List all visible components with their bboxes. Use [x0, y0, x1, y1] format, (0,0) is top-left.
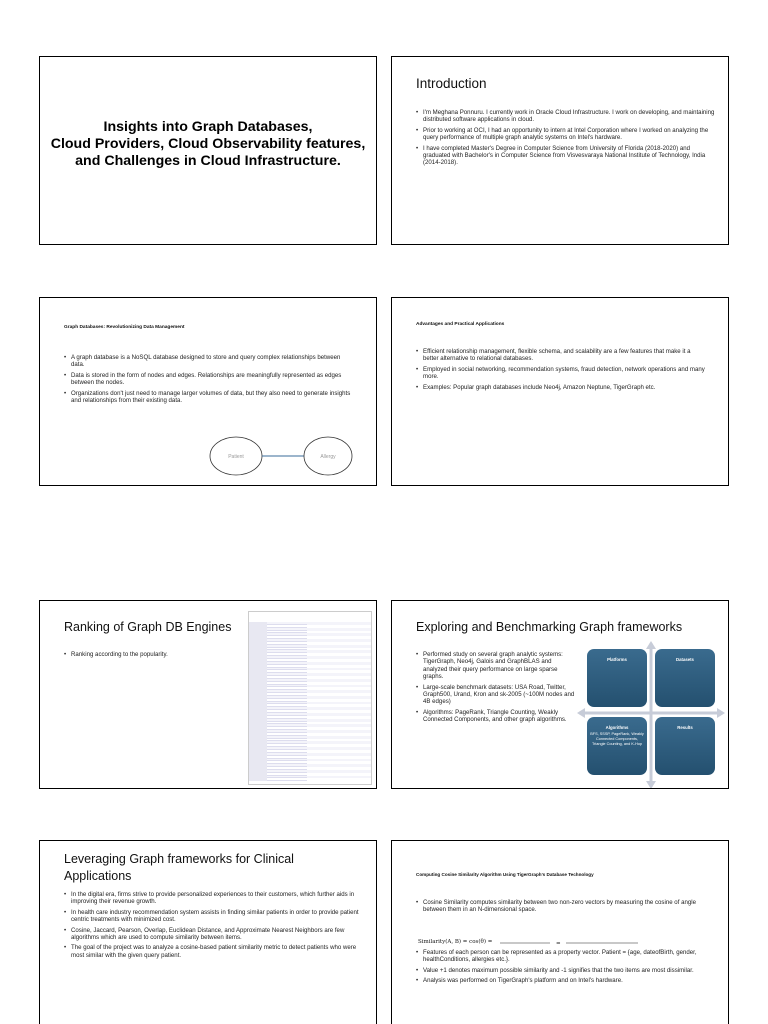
slide-heading: Graph Databases: Revolutionizing Data Management: [64, 325, 185, 330]
bullet-item: • Examples: Popular graph databases include Neo4j, Amazon Neptune, TigerGraph etc.: [416, 384, 706, 391]
slide-introduction: [391, 56, 729, 245]
bullet-item: • Algorithms: PageRank, Triangle Counting, Weakly Connected Components, and other graph algorithms.: [416, 709, 576, 724]
slide-graph-databases: [39, 297, 377, 486]
bullet-item: • Employed in social networking, recommendation systems, fraud detection, network operations and many more.: [416, 366, 706, 381]
tile-label: Algorithms: [605, 725, 629, 730]
tile-datasets: [655, 649, 715, 707]
bullet-list-bottom: [416, 949, 716, 988]
bullet-item: • I'm Meghana Ponnuru. I currently work in Oracle Cloud Infrastructure. I work on developing, and maintaining distributed software applications in cloud.: [416, 109, 716, 124]
graph-diagram: [208, 436, 377, 484]
node-label: Allergy: [320, 454, 336, 460]
bullet-item: • Organizations don't just need to manage larger volumes of data, but they also need to generate insights and relationships from their existing data.: [64, 390, 354, 405]
bullet-item: • Efficient relationship management, flexible schema, and scalability are a few features that make it a better alternative to relational databases.: [416, 348, 706, 363]
slide-heading: Advantages and Practical Applications: [416, 322, 505, 327]
bullet-item: • Features of each person can be represented as a property vector. Patient = {age, dateofBirth, gender, healthConditions, allergies etc.}.: [416, 949, 716, 964]
bullet-list: [416, 651, 576, 727]
slide-title-text: [40, 119, 376, 170]
ranking-table-image: [248, 611, 372, 785]
framework-diagram: [577, 641, 725, 789]
bullet-item: • Cosine, Jaccard, Pearson, Overlap, Euclidean Distance, and Approximate Nearest Neighbors are few algorithms which are used to compute similarity between items.: [64, 927, 364, 942]
bullet-item: • Large-scale benchmark datasets: USA Road, Twitter, Graph500, Urand, Kron and sk-2005 (~100M nodes and 4B edges): [416, 684, 576, 706]
ranking-table-header: [249, 612, 371, 622]
svg-text:=: =: [556, 941, 561, 947]
bullet-list: [64, 354, 354, 407]
slide-heading: [64, 851, 294, 885]
slide-ranking: [39, 600, 377, 789]
slide-heading: Exploring and Benchmarking Graph frameworks: [416, 620, 683, 634]
bullet-item: • The goal of the project was to analyze a cosine-based patient similarity metric to detect patients who were most similar with the given query patient.: [64, 944, 364, 959]
title-line: Applications: [64, 869, 132, 883]
title-line: and Challenges in Cloud Infrastructure.: [75, 153, 341, 169]
tile-platforms: [587, 649, 647, 707]
tile-results: [655, 717, 715, 775]
bullet-item: • In the digital era, firms strive to provide personalized experiences to their customers, which further aids in improving their revenue growth.: [64, 891, 364, 906]
bullet-list: [416, 109, 716, 170]
bullet-item: • Value +1 denotes maximum possible similarity and -1 signifies that the two items are most dissimilar.: [416, 967, 716, 974]
tile-label: Platforms: [607, 657, 627, 662]
title-line: Leveraging Graph frameworks for Clinical: [64, 852, 294, 866]
bullet-list: [64, 651, 234, 661]
bullet-item: • In health care industry recommendation system assists in finding similar patients in order to provide patient centric treatments with minimized cost.: [64, 909, 364, 924]
bullet-list: [416, 348, 706, 394]
bullet-item: • Performed study on several graph analytic systems: TigerGraph, Neo4j, Galois and GraphBLAS and analyzed their query performance on large sparse graphs.: [416, 651, 576, 681]
bullet-item: • Cosine Similarity computes similarity between two non-zero vectors by measuring the cosine of angle between them in an N-dimensional space.: [416, 899, 716, 914]
slide-heading: Computing Cosine Similarity Algorithm Using TigerGraph's Database Technology: [416, 872, 594, 877]
slide-heading: Introduction: [416, 76, 487, 91]
bullet-list-top: [416, 899, 716, 917]
slide-cosine-similarity: [391, 840, 729, 1024]
ranking-table-row: [249, 778, 371, 781]
tile-sublabel: BFS, SSSP, PageRank, Weakly Connected Components, Triangle Counting, and K-Hop: [590, 732, 644, 746]
tile-label: Results: [677, 725, 693, 730]
tile-label: Datasets: [676, 657, 694, 662]
bullet-list: [64, 891, 364, 962]
slide-benchmarking: [391, 600, 729, 789]
slide-advantages: [391, 297, 729, 486]
bullet-item: • Ranking according to the popularity.: [64, 651, 234, 658]
bullet-item: • A graph database is a NoSQL database designed to store and query complex relationships between data.: [64, 354, 354, 369]
tile-algorithms: [587, 717, 647, 775]
bullet-item: • Prior to working at OCI, I had an opportunity to intern at Intel Corporation where I worked on analyzing the query performance of multiple graph analytic systems on Intel's hardware.: [416, 127, 716, 142]
slide-heading: Ranking of Graph DB Engines: [64, 620, 232, 634]
title-line: Cloud Providers, Cloud Observability features,: [50, 136, 366, 152]
node-label: Patient: [228, 454, 244, 460]
title-line: Insights into Graph Databases,: [103, 119, 313, 135]
bullet-item: • Analysis was performed on TigerGraph's platform and on Intel's hardware.: [416, 977, 716, 984]
slide-title: [39, 56, 377, 245]
bullet-item: • Data is stored in the form of nodes and edges. Relationships are meaningfully represented as edges between the nodes.: [64, 372, 354, 387]
bullet-item: • I have completed Master's Degree in Computer Science from University of Florida (2018-2020) and graduated with Bachelor's in Computer Science from Visvesvaraya National Institute of Technology, India (2014-2018).: [416, 145, 716, 167]
formula-text: Similarity(A, B) = cos(θ) =: [418, 939, 493, 945]
slide-clinical: [39, 840, 377, 1024]
